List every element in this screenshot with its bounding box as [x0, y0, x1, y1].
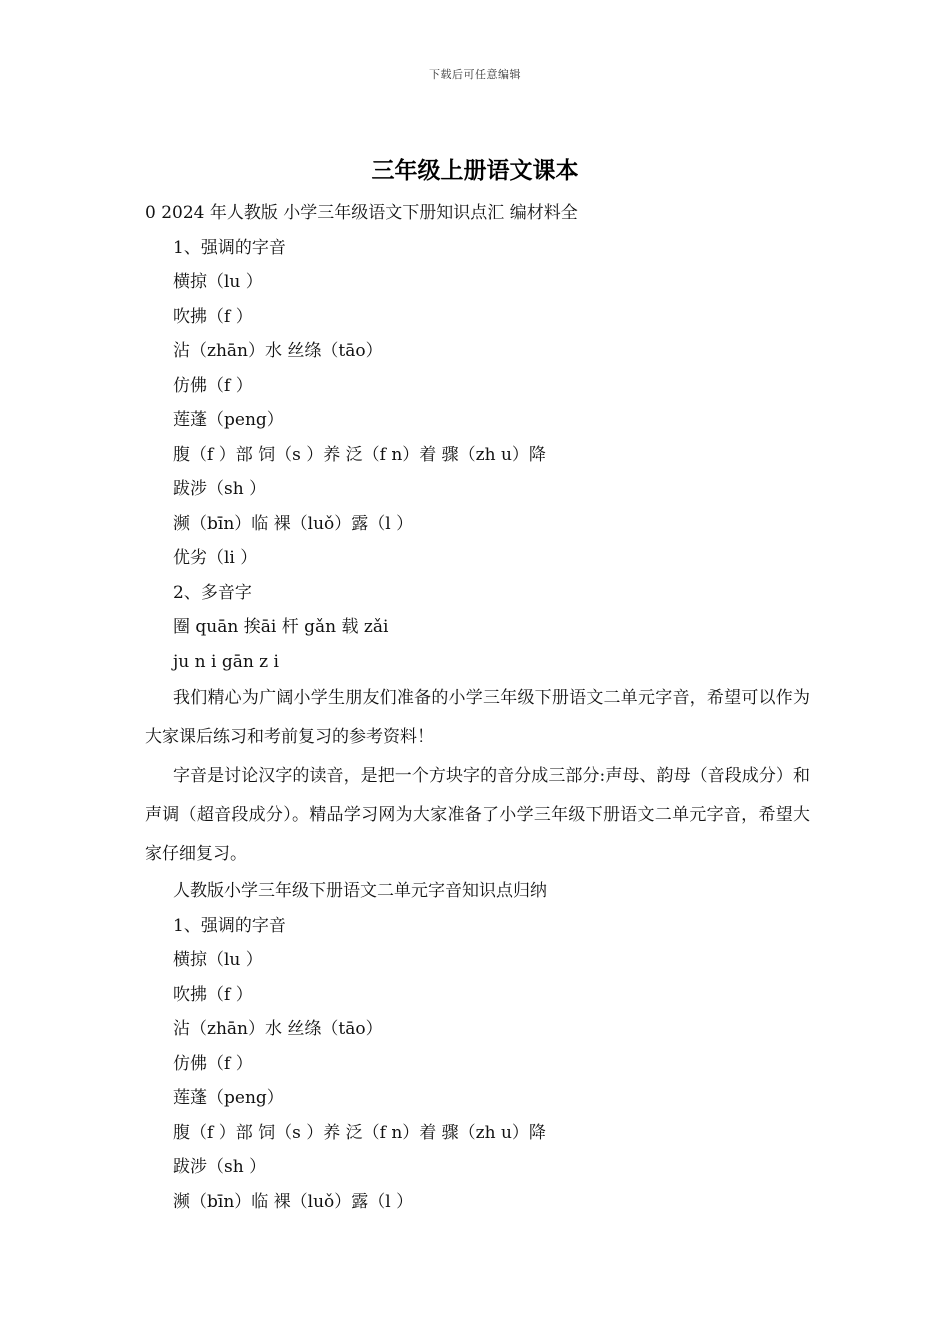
section-heading: 2、多音字 [173, 582, 252, 603]
pronunciation-line: 优劣（li ） [173, 548, 258, 568]
document-title: 三年级上册语文课本 [371, 157, 579, 184]
pronunciation-line: 跋涉（sh ） [173, 479, 267, 499]
pronunciation-line: 莲蓬（peng） [173, 1088, 284, 1108]
pronunciation-line: 吹拂（f ） [173, 306, 253, 327]
pronunciation-line: 沾（zhān）水 丝绦（tāo） [173, 341, 383, 361]
subtitle-line: 0 2024 年人教版 小学三年级语文下册知识点汇 编材料全 [145, 203, 578, 223]
pronunciation-line: 跋涉（sh ） [173, 1157, 267, 1177]
document-body [145, 196, 810, 1219]
pronunciation-line: ju n i gān z i [173, 651, 279, 672]
pronunciation-line: 莲蓬（peng） [173, 410, 284, 430]
pronunciation-line: 圈 quān 挨āi 杆 gǎn 载 zǎi [173, 617, 389, 637]
section-heading: 1、强调的字音 [173, 915, 286, 936]
pronunciation-line: 濒（bīn）临 裸（luǒ）露（l ） [173, 1191, 414, 1212]
page-header: 下载后可任意编辑 [429, 68, 521, 81]
pronunciation-line: 濒（bīn）临 裸（luǒ）露（l ） [173, 513, 414, 534]
pronunciation-line: 腹（f ）部 饲（s ）养 泛（f n）着 骤（zh u）降 [173, 1122, 546, 1143]
pronunciation-line: 吹拂（f ） [173, 984, 253, 1005]
body-paragraph: 字音是讨论汉字的读音，是把一个方块字的音分成三部分:声母、韵母（音段成分）和声调（超音段成分）。精品学习网为大家准备了小学三年级下册语文二单元字音，希望大家仔细复习。 [145, 766, 810, 864]
pronunciation-line: 横掠（lu ） [173, 950, 263, 970]
body-paragraph: 我们精心为广阔小学生朋友们准备的小学三年级下册语文二单元字音，希望可以作为大家课后练习和考前复习的参考资料！ [145, 688, 810, 747]
pronunciation-line: 仿佛（f ） [173, 375, 253, 396]
section-heading: 人教版小学三年级下册语文二单元字音知识点归纳 [173, 881, 547, 901]
pronunciation-line: 沾（zhān）水 丝绦（tāo） [173, 1019, 383, 1039]
pronunciation-line: 横掠（lu ） [173, 272, 263, 292]
pronunciation-line: 腹（f ）部 饲（s ）养 泛（f n）着 骤（zh u）降 [173, 444, 546, 465]
pronunciation-line: 仿佛（f ） [173, 1053, 253, 1074]
section-heading: 1、强调的字音 [173, 237, 286, 258]
